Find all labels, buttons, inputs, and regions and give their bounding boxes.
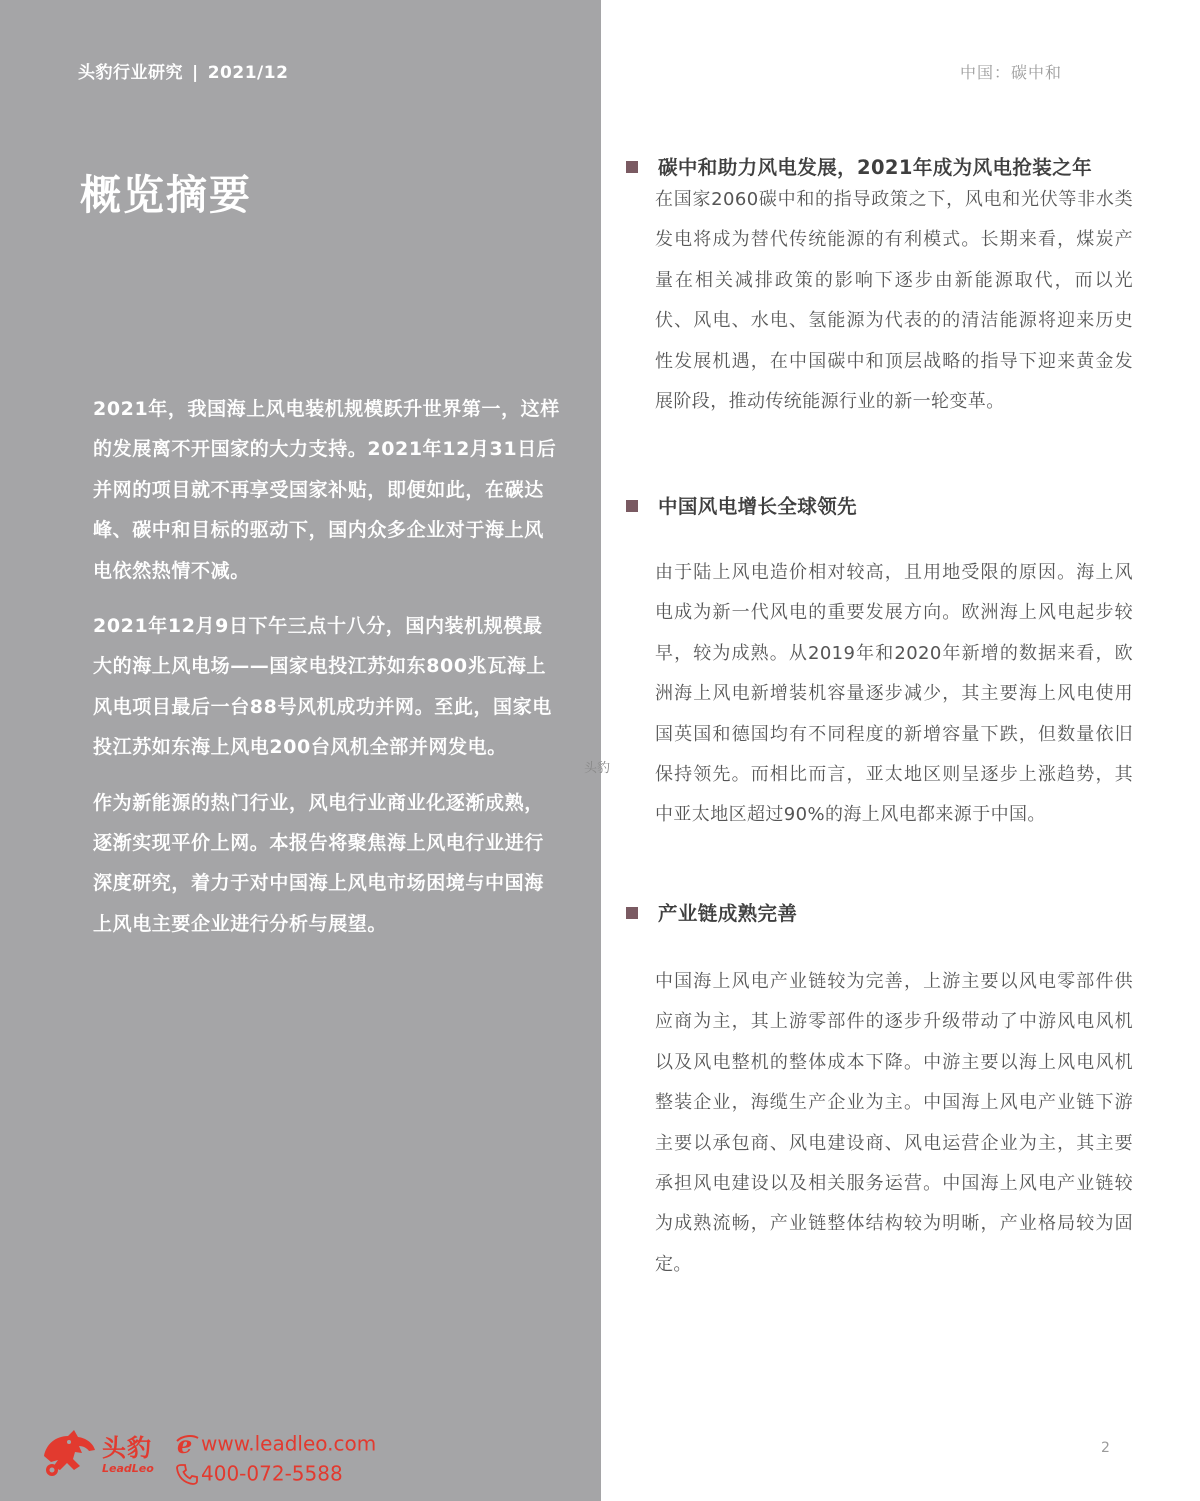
phone-icon: [175, 1462, 201, 1486]
svg-text:e: e: [177, 1431, 193, 1456]
website-row[interactable]: [175, 1428, 376, 1458]
section-title: 产业链成熟完善: [658, 902, 798, 925]
leadleo-logo: [38, 1426, 178, 1482]
page-title: 概览摘要: [80, 171, 252, 219]
report-header: [78, 58, 288, 83]
topic-label: 中国：碳中和: [960, 63, 1063, 82]
phone-row: [175, 1458, 376, 1488]
section-title: 中国风电增长全球领先: [658, 495, 858, 518]
logo-en-text: LeadLeo: [102, 1462, 154, 1475]
square-bullet-icon: [626, 907, 638, 919]
section-wind-growth: [622, 491, 1142, 836]
summary-paragraph: 2021年12月9日下午三点十八分，国内装机规模最大的海上风电场——国家电投江苏如东800兆瓦海上风电项目最后一台88号风机成功并网。至此，国家电投江苏如东海上风电200台风机全部并网发电。: [93, 615, 552, 759]
brand-label: 头豹行业研究: [78, 63, 183, 83]
contact-info: [175, 1428, 376, 1488]
report-date: 2021/12: [207, 63, 289, 83]
watermark: 头豹: [584, 761, 611, 776]
browser-e-icon: [175, 1432, 201, 1456]
section-heading: [622, 491, 1142, 521]
summary-paragraph: 作为新能源的热门行业，风电行业商业化逐渐成熟，逐渐实现平价上网。本报告将聚焦海上风电行业进行深度研究，着力于对中国海上风电市场困境与中国海上风电主要企业进行分析与展望。: [93, 791, 544, 935]
section-heading: [622, 152, 1142, 182]
logo-cn-text: 头豹: [102, 1434, 152, 1462]
summary-text: [93, 389, 561, 959]
leopard-logo-icon: [38, 1426, 98, 1478]
section-heading: [622, 898, 1142, 928]
section-body: 在国家2060碳中和的指导政策之下，风电和光伏等非水类发电将成为替代传统能源的有利模式。长期来看，煤炭产量在相关减排政策的影响下逐步由新能源取代，而以光伏、风电、水电、氢能源为代表的的清洁能源将迎来历史性发展机遇，在中国碳中和顶层战略的指导下迎来黄金发展阶段，推动传统能源行业的新一轮变革。: [655, 189, 1133, 413]
section-body: 由于陆上风电造价相对较高，且用地受限的原因。海上风电成为新一代风电的重要发展方向。欧洲海上风电起步较早，较为成熟。从2019年和2020年新增的数据来看，欧洲海上风电新增装机容量逐步减少，其主要海上风电使用国英国和德国均有不同程度的新增容量下跌，但数量依旧保持领先。而相比而言，亚太地区则呈逐步上涨趋势，其中亚太地区超过90%的海上风电都来源于中国。: [655, 562, 1133, 826]
page-number: 2: [1101, 1440, 1110, 1456]
square-bullet-icon: [626, 161, 638, 173]
square-bullet-icon: [626, 500, 638, 512]
section-industry-chain: [622, 898, 1142, 1285]
section-body: 中国海上风电产业链较为完善，上游主要以风电零部件供应商为主，其上游零部件的逐步升级带动了中游风电风机以及风电整机的整体成本下降。中游主要以海上风电风机整装企业，海缆生产企业为主。中国海上风电产业链下游主要以承包商、风电建设商、风电运营企业为主，其主要承担风电建设以及相关服务运营。中国海上风电产业链较为成熟流畅，产业链整体结构较为明晰，产业格局较为固定。: [655, 971, 1133, 1275]
section-title: 碳中和助力风电发展，2021年成为风电抢装之年: [658, 156, 1092, 179]
phone-number: 400-072-5588: [201, 1461, 343, 1486]
website-link[interactable]: www.leadleo.com: [201, 1431, 377, 1456]
section-carbon-neutral: [622, 152, 1142, 422]
header-separator: |: [192, 63, 199, 83]
summary-paragraph: 2021年，我国海上风电装机规模跃升世界第一，这样的发展离不开国家的大力支持。2021年12月31日后并网的项目就不再享受国家补贴，即便如此，在碳达峰、碳中和目标的驱动下，国内众多企业对于海上风电依然热情不减。: [93, 398, 560, 582]
